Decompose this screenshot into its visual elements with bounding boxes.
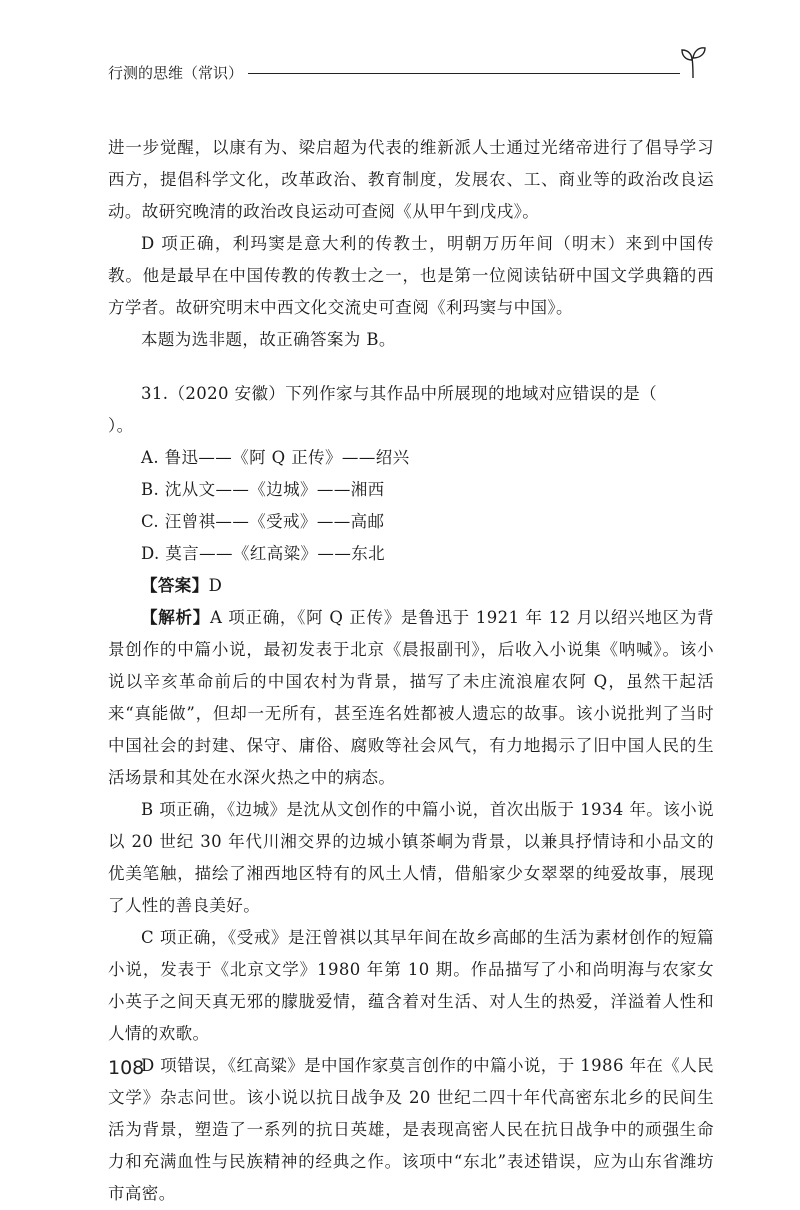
section-gap [108,356,714,378]
paragraph-continuation: 进一步觉醒，以康有为、梁启超为代表的维新派人士通过光绪帝进行了倡导学习西方，提倡科学文化，改革政治、教育制度，发展农、工、商业等的政治改良运动。故研究晚清的政治改良运动可查阅《从甲午到戊戌》。 [108,138,714,221]
analysis-label: 【解析】 [141,608,210,627]
running-header [108,62,718,90]
page-number: 108 [108,1057,145,1079]
answer-label: 【答案】 [141,576,209,595]
answer-line [108,570,714,602]
paragraph-option-d: D 项正确，利玛窦是意大利的传教士，明朝万历年间（明末）来到中国传教。他是最早在中国传教的传教士之一，也是第一位阅读钻研中国文学典籍的西方学者。故研究明末中西文化交流史可查阅《利玛窦与中国》。 [108,234,714,317]
analysis-paragraph-a [108,602,714,794]
analysis-paragraph-c: C 项正确，《受戒》是汪曾祺以其早年间在故乡高邮的生活为素材创作的短篇小说，发表于《北京文学》1980 年第 10 期。作品描写了小和尚明海与农家女小英子之间天真无邪的朦胧爱情，蕴含着对生活、对人生的热爱，洋溢着人性和人情的欢歌。 [108,928,714,1043]
option-d: D. 莫言——《红高粱》——东北 [141,544,386,563]
question-stem-end: ）。 [108,416,134,435]
option-b: B. 沈从文——《边城》——湘西 [141,480,385,499]
question-stem [108,378,714,442]
page-content [108,132,714,1210]
analysis-paragraph-b: B 项正确，《边城》是沈从文创作的中篇小说，首次出版于 1934 年。该小说以 20 世纪 30 年代川湘交界的边城小镇茶峒为背景，以兼具抒情诗和小品文的优美笔触，描绘了湘西地区特有的风土人情，借船家少女翠翠的纯爱故事，展现了人性的善良美好。 [108,800,714,915]
sprout-icon [678,44,708,80]
option-c: C. 汪曾祺——《受戒》——高邮 [141,512,385,531]
analysis-text-a: A 项正确，《阿 Q 正传》是鲁迅于 1921 年 12 月以绍兴地区为背景创作的中篇小说，最初发表于北京《晨报副刊》，后收入小说集《呐喊》。该小说以辛亥革命前后的中国农村为背景，描写了未庄流浪雇农阿 Q，虽然干起活来“真能做”，但却一无所有，甚至连名姓都被人遗忘的故事。该小说批判了当时中国社会的封建、保守、庸俗、腐败等社会风气，有力地揭示了旧中国人民的生活场景和其处在水深火热之中的病态。 [108,608,714,787]
answer-value: D [208,576,223,595]
paragraph-conclusion: 本题为选非题，故正确答案为 B。 [141,330,396,349]
question-stem-text: 31.（2020 安徽）下列作家与其作品中所展现的地域对应错误的是（ [141,384,658,403]
header-rule [248,73,680,74]
option-a: A. 鲁迅——《阿 Q 正传》——绍兴 [141,448,410,467]
analysis-paragraph-d: D 项错误，《红高粱》是中国作家莫言创作的中篇小说，于 1986 年在《人民文学》杂志问世。该小说以抗日战争及 20 世纪二四十年代高密东北乡的民间生活为背景，塑造了一系列的抗日英雄，是表现高密人民在抗日战争中的顽强生命力和充满血性与民族精神的经典之作。该项中“东北”表述错误，应为山东省潍坊市高密。 [108,1056,714,1203]
header-title: 行测的思维（常识） [108,64,244,82]
